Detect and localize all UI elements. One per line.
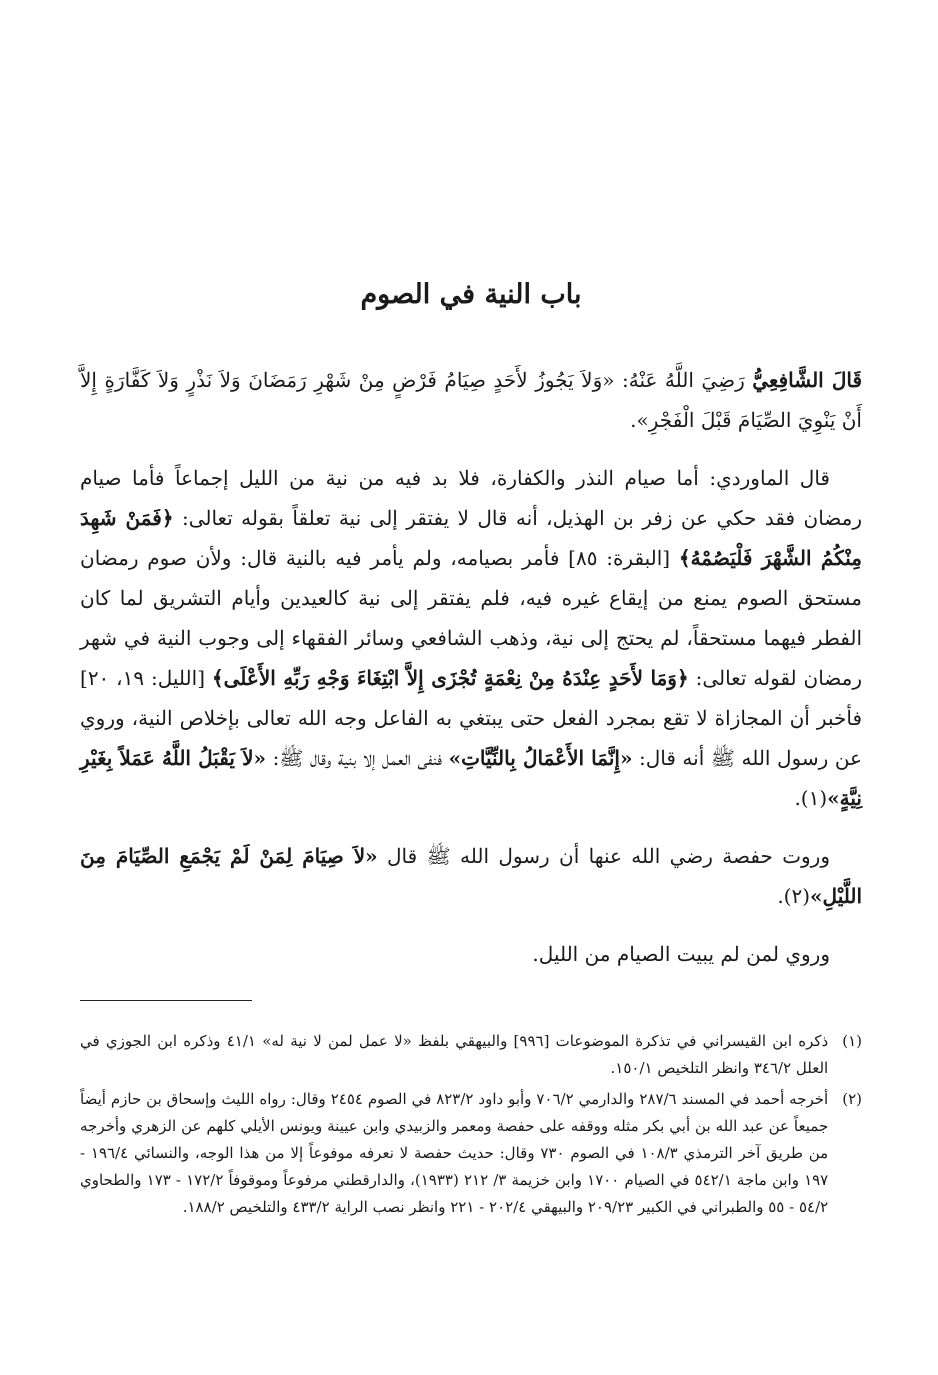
page-title: باب النية في الصوم [360, 279, 582, 310]
hafsa-text: وروت حفصة رضي الله عنها أن رسول الله ﷺ قال [386, 844, 831, 868]
footnote-separator [80, 1000, 252, 1001]
hadith-quote-3: «لاَ صِيَامَ لِمَنْ لَمْ يَجْمَعِ الصِّيَامَ مِنَ اللَّيْلِ» [80, 844, 862, 908]
hadith-quote-1: «إِنَّمَا الأَعْمَالُ بِالنِّيَّاتِ» [448, 746, 633, 770]
footnote-2 [80, 1086, 862, 1221]
footnote-text: أخرجه أحمد في المسند ٢٨٧/٦ والدارمي ٧٠٦/٢ وأبو داود ٨٢٣/٢ في الصوم ٢٤٥٤ وقال: رواه الليث وإسحاق بن حازم أيضاً جميعاً عن عبد الله بن أبي بكر مثله ووقفه على حفصة ومعمر والزبيدي وابن عيينة ويونس الأيلي كلهم عن الزهري وأخرجه من طريق آخر الترمذي ١٠٨/٣ في الصوم ٧٣٠ وقال: حديث حفصة لا نعرفه موفوعاً إلا من هذا الوجه، والنسائي ١٩٦/٤ - ١٩٧ وابن ماجة ٥٤٢/١ في الصيام ١٧٠٠ وابن خزيمة ٣/ ٢١٢ (١٩٣٣)، والدارقطني مرفوعاً وموقوفاً ١٧٢/٢ - ١٧٣ والطحاوي ٥٤/٢ - ٥٥ والطبراني في الكبير ٢٠٩/٢٣ والبيهقي ٢٠٢/٤ - ٢٢١ وانظر نصب الراية ٤٣٣/٢ والتلخيص ١٨٨/٢. [80, 1090, 829, 1216]
mawardi-text-1: قال الماوردي: أما صيام النذر والكفارة، فلا بد فيه من نية من الليل إجماعاً فأما صيام رمضان فقد حكي عن زفر بن الهذيل، أنه قال لا يفتقر إلى نية تعلقاً بقوله تعالى: [80, 466, 862, 530]
hafsa-paragraph [80, 836, 862, 916]
shafii-paragraph [80, 360, 862, 440]
mawardi-paragraph [80, 458, 862, 818]
footnote-1 [80, 1028, 862, 1082]
mawardi-text-4: فنفى العمل إلا بنية وقال ﷺ: [272, 746, 443, 770]
mawardi-text-2: [البقرة: ٨٥] فأمر بصيامه، ولم يأمر فيه بالنية قال: ولأن صوم رمضان مستحق الصوم يمنع من إيقاع غيره فيه، فلم يفتقر إلى نية كالعيدين وأيام التشريق لما كان الفطر فيهما مستحقاً، لم يحتج إلى نية، وذهب الشافعي وسائر الفقهاء إلى وجوب النية في شهر رمضان لقوله تعالى: [80, 546, 863, 690]
footnote-text: ذكره ابن القيسراني في تذكرة الموضوعات [٩٩٦] والبيهقي بلفظ «لا عمل لمن لا نية له» ٤١/١ وذكره ابن الجوزي في العلل ٣٤٦/٢ وانظر التلخيص ١٥٠/١. [80, 1032, 829, 1077]
quran-quote-2: ﴿وَمَا لأَحَدٍ عِنْدَهُ مِنْ نِعْمَةٍ تُجْزَى إِلاَّ ابْتِغَاءَ وَجْهِ رَبِّهِ الأَعْلَى﴾ [211, 666, 689, 690]
page-body [80, 270, 862, 992]
quran-quote-1: ﴿فَمَنْ شَهِدَ مِنْكُمُ الشَّهْرَ فَلْيَصُمْهُ﴾ [80, 506, 862, 570]
footnote-ref-1: (١). [794, 786, 828, 810]
footnotes [80, 1028, 862, 1225]
mawardi-text-3: [الليل: ١٩، ٢٠] فأخبر أن المجازاة لا تقع بمجرد الفعل حتى يبتغي به الفاعل وجه الله تعالى بإخلاص النية، وروي عن رسول الله ﷺ أنه قال: [80, 666, 862, 770]
shafii-text: رَضِيَ اللَّهُ عَنْهُ: «وَلاَ يَجُوزُ لأَحَدٍ صِيَامُ فَرْضٍ مِنْ شَهْرِ رَمَضَانَ وَلاَ نَذْرٍ وَلاَ كَفَّارَةٍ إِلاَّ أَنْ يَنْوِيَ الصِّيَامَ قَبْلَ الْفَجْرِ». [80, 368, 862, 432]
footnote-number: (١) [842, 1032, 862, 1050]
footnote-ref-2: (٢). [777, 884, 811, 908]
hadith-quote-2: «لاَ يَقْبَلُ اللَّهُ عَمَلاً بِغَيْرِ نِيَّةٍ» [80, 746, 862, 810]
shafii-speaker: قَالَ الشَّافِعِيُّ [752, 368, 863, 392]
footnote-number: (٢) [842, 1090, 862, 1108]
last-paragraph: وروي لمن لم يبيت الصيام من الليل. [532, 942, 830, 966]
